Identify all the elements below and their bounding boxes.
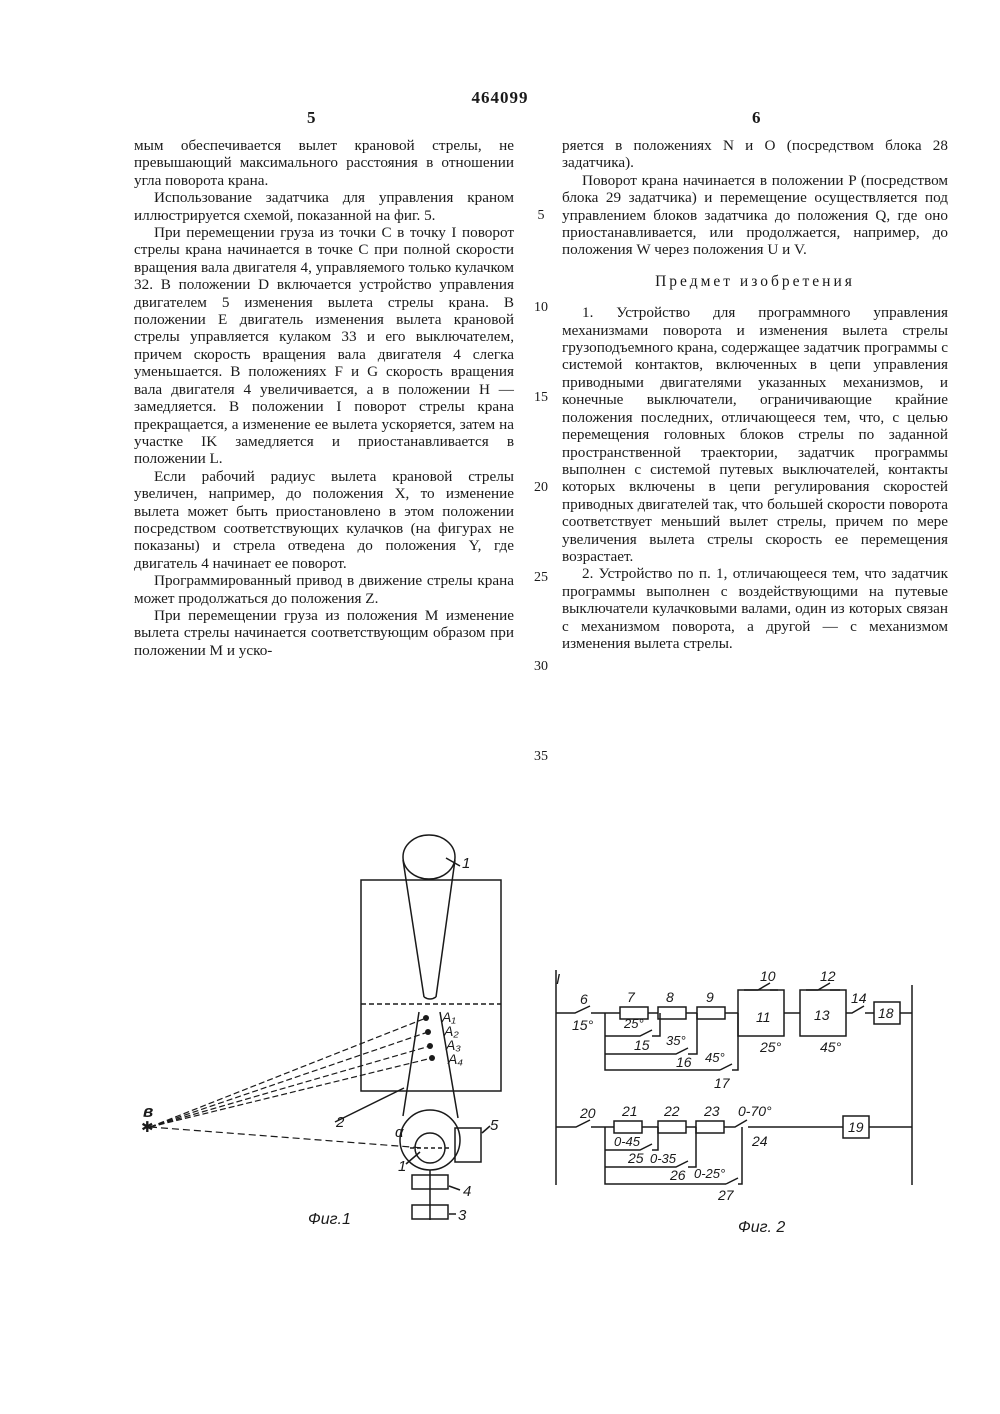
label-1-top: 1 xyxy=(462,855,471,872)
line-number: 5 xyxy=(537,208,545,223)
label: 12 xyxy=(820,968,836,984)
paragraph: мым обеспечивается вылет крановой стрелы, не превышающий максимального расстояния в отношении угла поворота крана. xyxy=(134,137,514,189)
claim: 2. Устройство по п. 1, отличающееся тем, что задатчик программы выполнен с воздействующими на путевые выключатели кулачковыми валами, один из которых связан с механизмом поворота, а другой — с механизмом изменения вылета стрелы. xyxy=(562,565,948,652)
paragraph: ряется в положениях N и O (посредством блока 28 задатчика). xyxy=(562,137,948,172)
label-a3: A₃ xyxy=(446,1037,461,1053)
paragraph: Программированный привод в движение стрелы крана может продолжаться до положения Z. xyxy=(134,572,514,607)
line-number: 20 xyxy=(534,480,548,495)
line-number: 25 xyxy=(534,570,548,585)
leader-2 xyxy=(335,1088,404,1122)
figure-2-caption: Фиг. 2 xyxy=(738,1219,786,1236)
point-a3 xyxy=(427,1043,433,1049)
label-a4: A₄ xyxy=(448,1051,463,1067)
label: 45° xyxy=(705,1050,725,1065)
label: 26 xyxy=(670,1167,686,1183)
point-a1 xyxy=(423,1015,429,1021)
label: 25° xyxy=(624,1016,644,1031)
label: 24 xyxy=(752,1133,768,1149)
patent-number: 464099 xyxy=(471,88,529,107)
label: 13 xyxy=(814,1007,830,1023)
line-number: 10 xyxy=(534,300,548,315)
label: 10 xyxy=(760,968,776,984)
resistor-8 xyxy=(658,1007,686,1019)
label-4: 4 xyxy=(463,1183,472,1200)
section-heading: Предмет изобретения xyxy=(655,272,855,290)
label: 14 xyxy=(851,990,867,1006)
label: 15 xyxy=(634,1037,650,1053)
page-number-left: 5 xyxy=(307,108,316,127)
line-number: 30 xyxy=(534,659,548,674)
point-a4 xyxy=(429,1055,435,1061)
point-a2 xyxy=(425,1029,431,1035)
label-2: 2 xyxy=(336,1114,345,1131)
top-drum xyxy=(403,835,455,879)
label-a2: A₂ xyxy=(444,1023,459,1039)
label: 23 xyxy=(704,1103,720,1119)
line-number: 15 xyxy=(534,390,548,405)
right-column xyxy=(562,137,948,652)
label: 11 xyxy=(756,1009,771,1025)
label: 21 xyxy=(622,1103,638,1119)
line-number: 35 xyxy=(534,749,548,764)
label: 8 xyxy=(666,989,674,1005)
label: 16 xyxy=(676,1054,692,1070)
label: 18 xyxy=(878,1005,894,1021)
label: 17 xyxy=(714,1075,730,1091)
resistor-23 xyxy=(696,1121,724,1133)
label: 7 xyxy=(627,989,635,1005)
label: 0-35 xyxy=(650,1151,677,1166)
left-column xyxy=(134,137,514,659)
label: 35° xyxy=(666,1033,686,1048)
label: 25° xyxy=(760,1039,782,1055)
label-5: 5 xyxy=(490,1117,499,1134)
label: 15° xyxy=(572,1017,594,1033)
label: 0-45 xyxy=(614,1134,641,1149)
label: 0-70° xyxy=(738,1103,772,1119)
figure-2-drawing xyxy=(540,950,940,1240)
paragraph: При перемещении груза из точки C в точку I поворот стрелы крана начинается в точке C при полной скорости вращения вала двигателя 4, управляемого только кулачком 32. В положении D включается устройство управления двигателем 5 изменения вылета стрелы крана. В положении E двигатель изменения вылета крановой стрелы управляется кулаком 33 и его выключателем, причем скорость вращения вала двигателя 4 слегка уменьшается. В положениях F и G скорость вращения вала двигателя 4 увеличивается, а в положении H — замедляется. В положении I поворот стрелы крана прекращается, а изменение ее вылета ускоряется, затем на участке IK замедляется и приостанавливается в положении L. xyxy=(134,224,514,468)
figure-1-caption: Фиг.1 xyxy=(308,1211,351,1228)
figure-1 xyxy=(0,800,540,1250)
label: 25 xyxy=(628,1150,644,1166)
label-a1: A₁ xyxy=(442,1009,456,1025)
label: 20 xyxy=(580,1105,596,1121)
label-1-bottom: 1 xyxy=(398,1158,407,1175)
resistor-22 xyxy=(658,1121,686,1133)
label: 0-25° xyxy=(694,1166,726,1181)
paragraph: Поворот крана начинается в положении P (посредством блока 29 задатчика) и перемещение осуществляется под управлением блоков задатчика до положения Q, где оно приостанавливается, или продолжается, например, до положения W через положения U и V. xyxy=(562,171,948,259)
label-3: 3 xyxy=(458,1207,467,1224)
resistor-9 xyxy=(697,1007,725,1019)
label: 6 xyxy=(580,991,588,1007)
label-b: в xyxy=(143,1102,154,1121)
label-alpha: α xyxy=(395,1124,404,1141)
label: 19 xyxy=(848,1119,864,1135)
page-number-right: 6 xyxy=(752,108,761,127)
paragraph: Если рабочий радиус вылета крановой стрелы увеличен, например, до положения X, то изменение вылета может быть приостановлено в этом положении посредством соответствующих кулачков (на фигурах не показаны) и стрела отведена до положения Y, где двигатель 4 начинает ее поворот. xyxy=(134,467,514,572)
paragraph: Использование задатчика для управления краном иллюстрируется схемой, показанной на фиг. 5. xyxy=(134,189,514,224)
label: 45° xyxy=(820,1039,842,1055)
label: 22 xyxy=(664,1103,680,1119)
figure-2 xyxy=(540,950,940,1240)
claim: 1. Устройство для программного управления механизмами поворота и изменения вылета стрелы грузоподъемного крана, содержащее задатчик программы с системой контактов, включенных в цепи управления приводными двигателями указанных механизмов, и конечные выключатели, ограничивающие крайние положения последних, отличающееся тем, что, с целью перемещения головных блоков стрелы по заданной пространственной траектории, задатчик программы выполнен с системой путевых выключателей, контакты которых включены в цепи регулирования скоростей приводных двигателей так, что большей скорости поворота соответствует меньший вылет стрелы, причем по мере увеличения вылета стрелы скорость ее перемещения возрастает. xyxy=(562,304,948,565)
switch-label: I xyxy=(556,971,561,988)
resistor-21 xyxy=(614,1121,642,1133)
label: 27 xyxy=(718,1187,734,1203)
paragraph: При перемещении груза из положения M изменение вылета стрелы начинается соответствующим образом при положении M и уско- xyxy=(134,606,514,659)
svg-text:✱: ✱ xyxy=(141,1119,154,1136)
label: 9 xyxy=(706,989,714,1005)
figure-1-drawing xyxy=(0,800,540,1250)
